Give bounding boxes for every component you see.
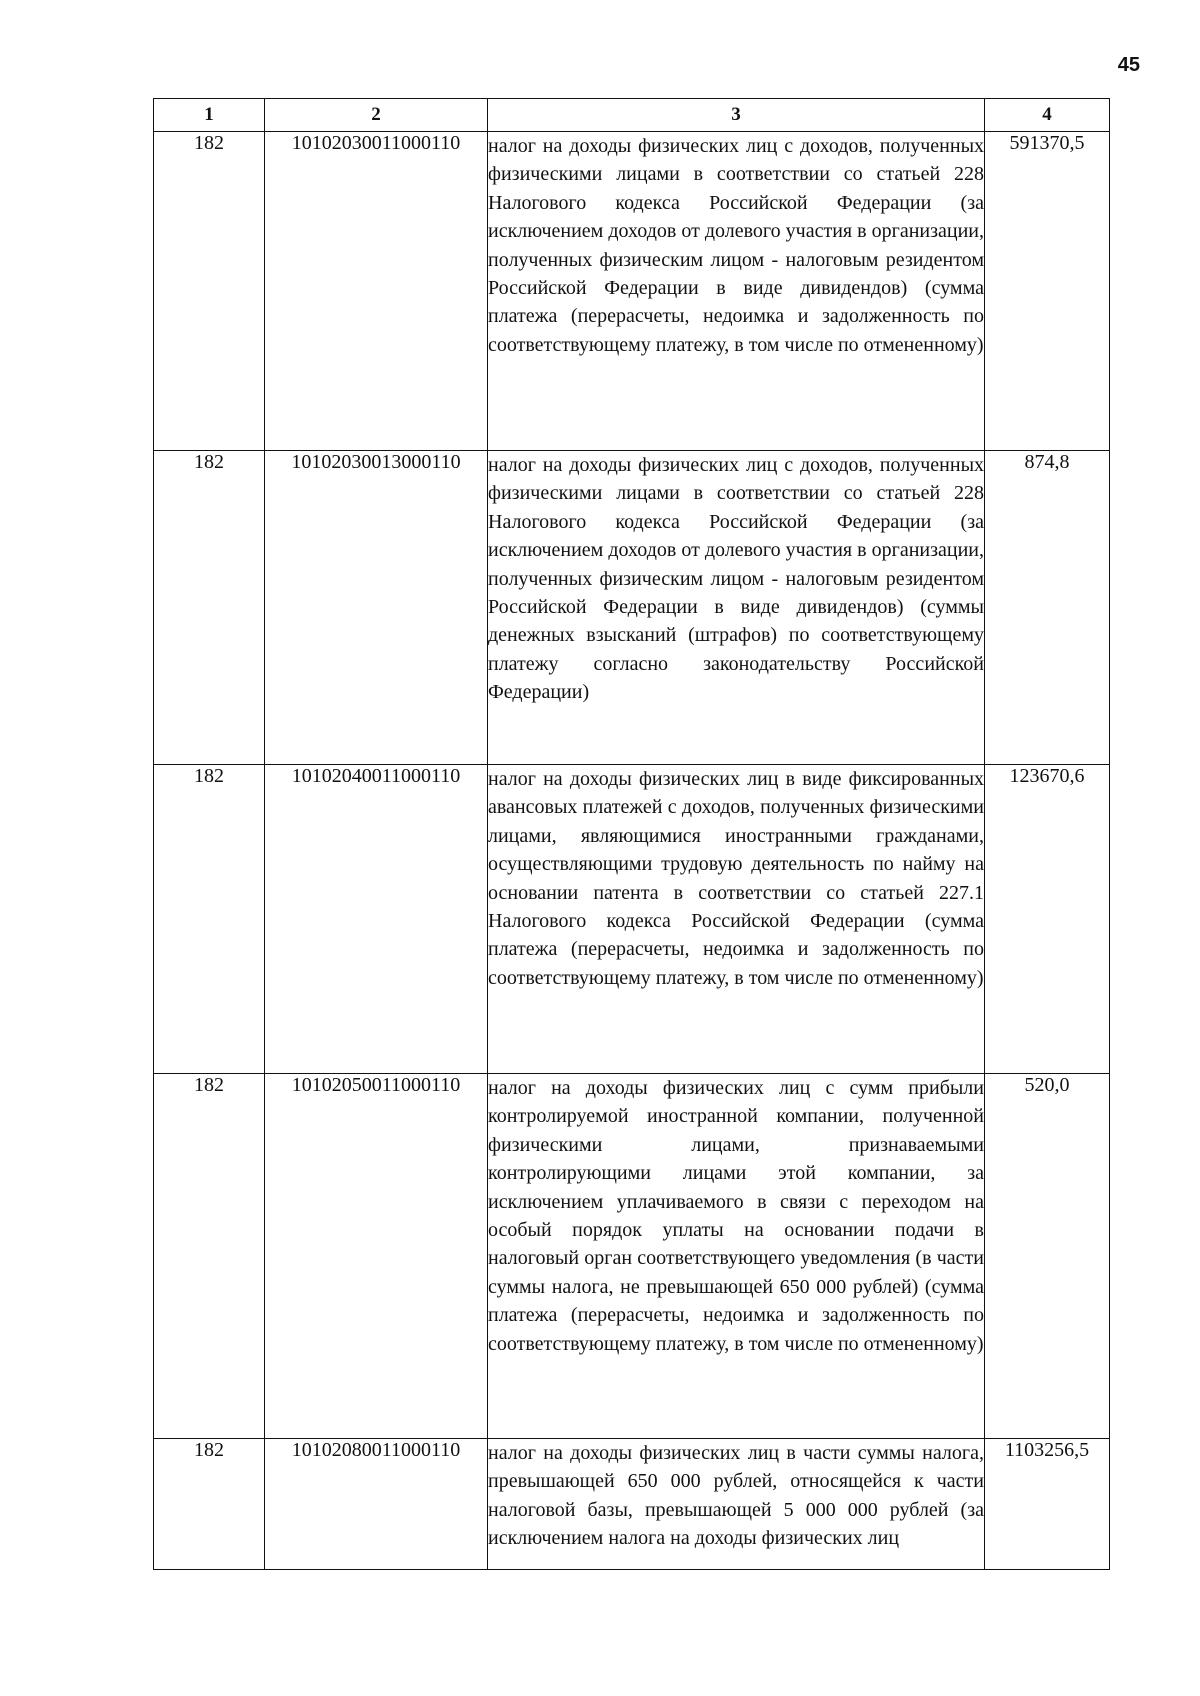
table-row [154,451,1110,765]
admin-code-cell: 182 [154,765,265,1074]
header-col-4: 4 [985,99,1110,132]
description-cell: налог на доходы физических лиц с доходов, полученных физическими лицами в соответствии со статьей 228 Налогового кодекса Российской Федерации (за исключением доходов от долевого участия в организации, полученных физическим лицом - налоговым резидентом Российской Федерации в виде дивидендов) (сумма платежа (перерасчеты, недоимка и задолженность по соответствующему платежу, в том числе по отмененному) [488,132,985,451]
amount-cell: 1103256,5 [985,1439,1110,1570]
amount-cell: 874,8 [985,451,1110,765]
admin-code-cell: 182 [154,132,265,451]
table-row [154,765,1110,1074]
description-cell: налог на доходы физических лиц в виде фиксированных авансовых платежей с доходов, полученных физическими лицами, являющимися иностранными гражданами, осуществляющими трудовую деятельность по найму на основании патента в соответствии со статьей 227.1 Налогового кодекса Российской Федерации (сумма платежа (перерасчеты, недоимка и задолженность по соответствующему платежу, в том числе по отмененному) [488,765,985,1074]
budget-code-cell: 10102040011000110 [265,765,488,1074]
budget-code-cell: 10102080011000110 [265,1439,488,1570]
admin-code-cell: 182 [154,1074,265,1439]
admin-code-cell: 182 [154,1439,265,1570]
table-header-row [154,99,1110,132]
revenue-table [153,98,1110,1570]
header-col-2: 2 [265,99,488,132]
amount-cell: 123670,6 [985,765,1110,1074]
table-row [154,1439,1110,1570]
amount-cell: 591370,5 [985,132,1110,451]
header-col-3: 3 [488,99,985,132]
budget-code-cell: 10102050011000110 [265,1074,488,1439]
budget-code-cell: 10102030013000110 [265,451,488,765]
description-cell: налог на доходы физических лиц в части суммы налога, превышающей 650 000 рублей, относящейся к части налоговой базы, превышающей 5 000 000 рублей (за исключением налога на доходы физических лиц [488,1439,985,1570]
budget-code-cell: 10102030011000110 [265,132,488,451]
description-cell: налог на доходы физических лиц с сумм прибыли контролируемой иностранной компании, полученной физическими лицами, признаваемыми контролирующими лицами этой компании, за исключением уплачиваемого в связи с переходом на особый порядок уплаты на основании подачи в налоговый орган соответствующего уведомления (в части суммы налога, не превышающей 650 000 рублей) (сумма платежа (перерасчеты, недоимка и задолженность по соответствующему платежу, в том числе по отмененному) [488,1074,985,1439]
amount-cell: 520,0 [985,1074,1110,1439]
header-col-1: 1 [154,99,265,132]
table-row [154,132,1110,451]
page-number: 45 [1117,54,1140,76]
admin-code-cell: 182 [154,451,265,765]
description-cell: налог на доходы физических лиц с доходов, полученных физическими лицами в соответствии со статьей 228 Налогового кодекса Российской Федерации (за исключением доходов от долевого участия в организации, полученных физическим лицом - налоговым резидентом Российской Федерации в виде дивидендов) (суммы денежных взысканий (штрафов) по соответствующему платежу согласно законодательству Российской Федерации) [488,451,985,765]
table-row [154,1074,1110,1439]
